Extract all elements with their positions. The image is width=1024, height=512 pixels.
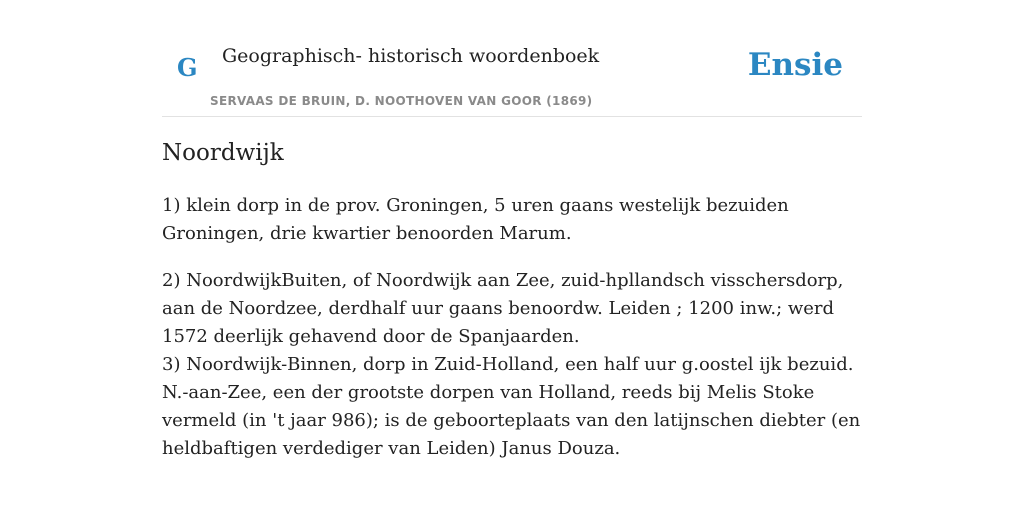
entry-paragraph-3: 3) Noordwijk-Binnen, dorp in Zuid-Holland, een half uur g.oostel ijk bezuid. N.-aan-Zee, een der grootste dorpen van Holland, reeds bij Melis Stoke vermeld (in 't jaar 986); is de geboorteplaats van den latijnschen diebter (en heldbaftigen verdediger van Leiden) Janus Douza. xyxy=(162,354,861,459)
entry-title: Noordwijk xyxy=(162,140,284,166)
entry-body xyxy=(162,192,862,463)
entry-paragraph-2: 2) NoordwijkBuiten, of Noordwijk aan Zee, zuid-hpllandsch visschersdorp, aan de Noordzee, derdhalf uur gaans benoordw. Leiden ; 1200 inw.; werd 1572 deerlijk gehavend door de Spanjaarden. xyxy=(162,270,844,347)
book-authors: SERVAAS DE BRUIN, D. NOOTHOVEN VAN GOOR (1869) xyxy=(210,94,593,108)
ensie-logo[interactable]: Ensie xyxy=(747,47,843,83)
book-title[interactable]: Geographisch- historisch woordenboek xyxy=(222,45,600,67)
entry-paragraph-1: 1) klein dorp in de prov. Groningen, 5 uren gaans westelijk bezuiden Groningen, drie kwartier benoorden Marum. xyxy=(162,195,789,244)
book-icon: G xyxy=(177,53,198,82)
book-header xyxy=(162,0,862,117)
page-container xyxy=(162,0,862,512)
